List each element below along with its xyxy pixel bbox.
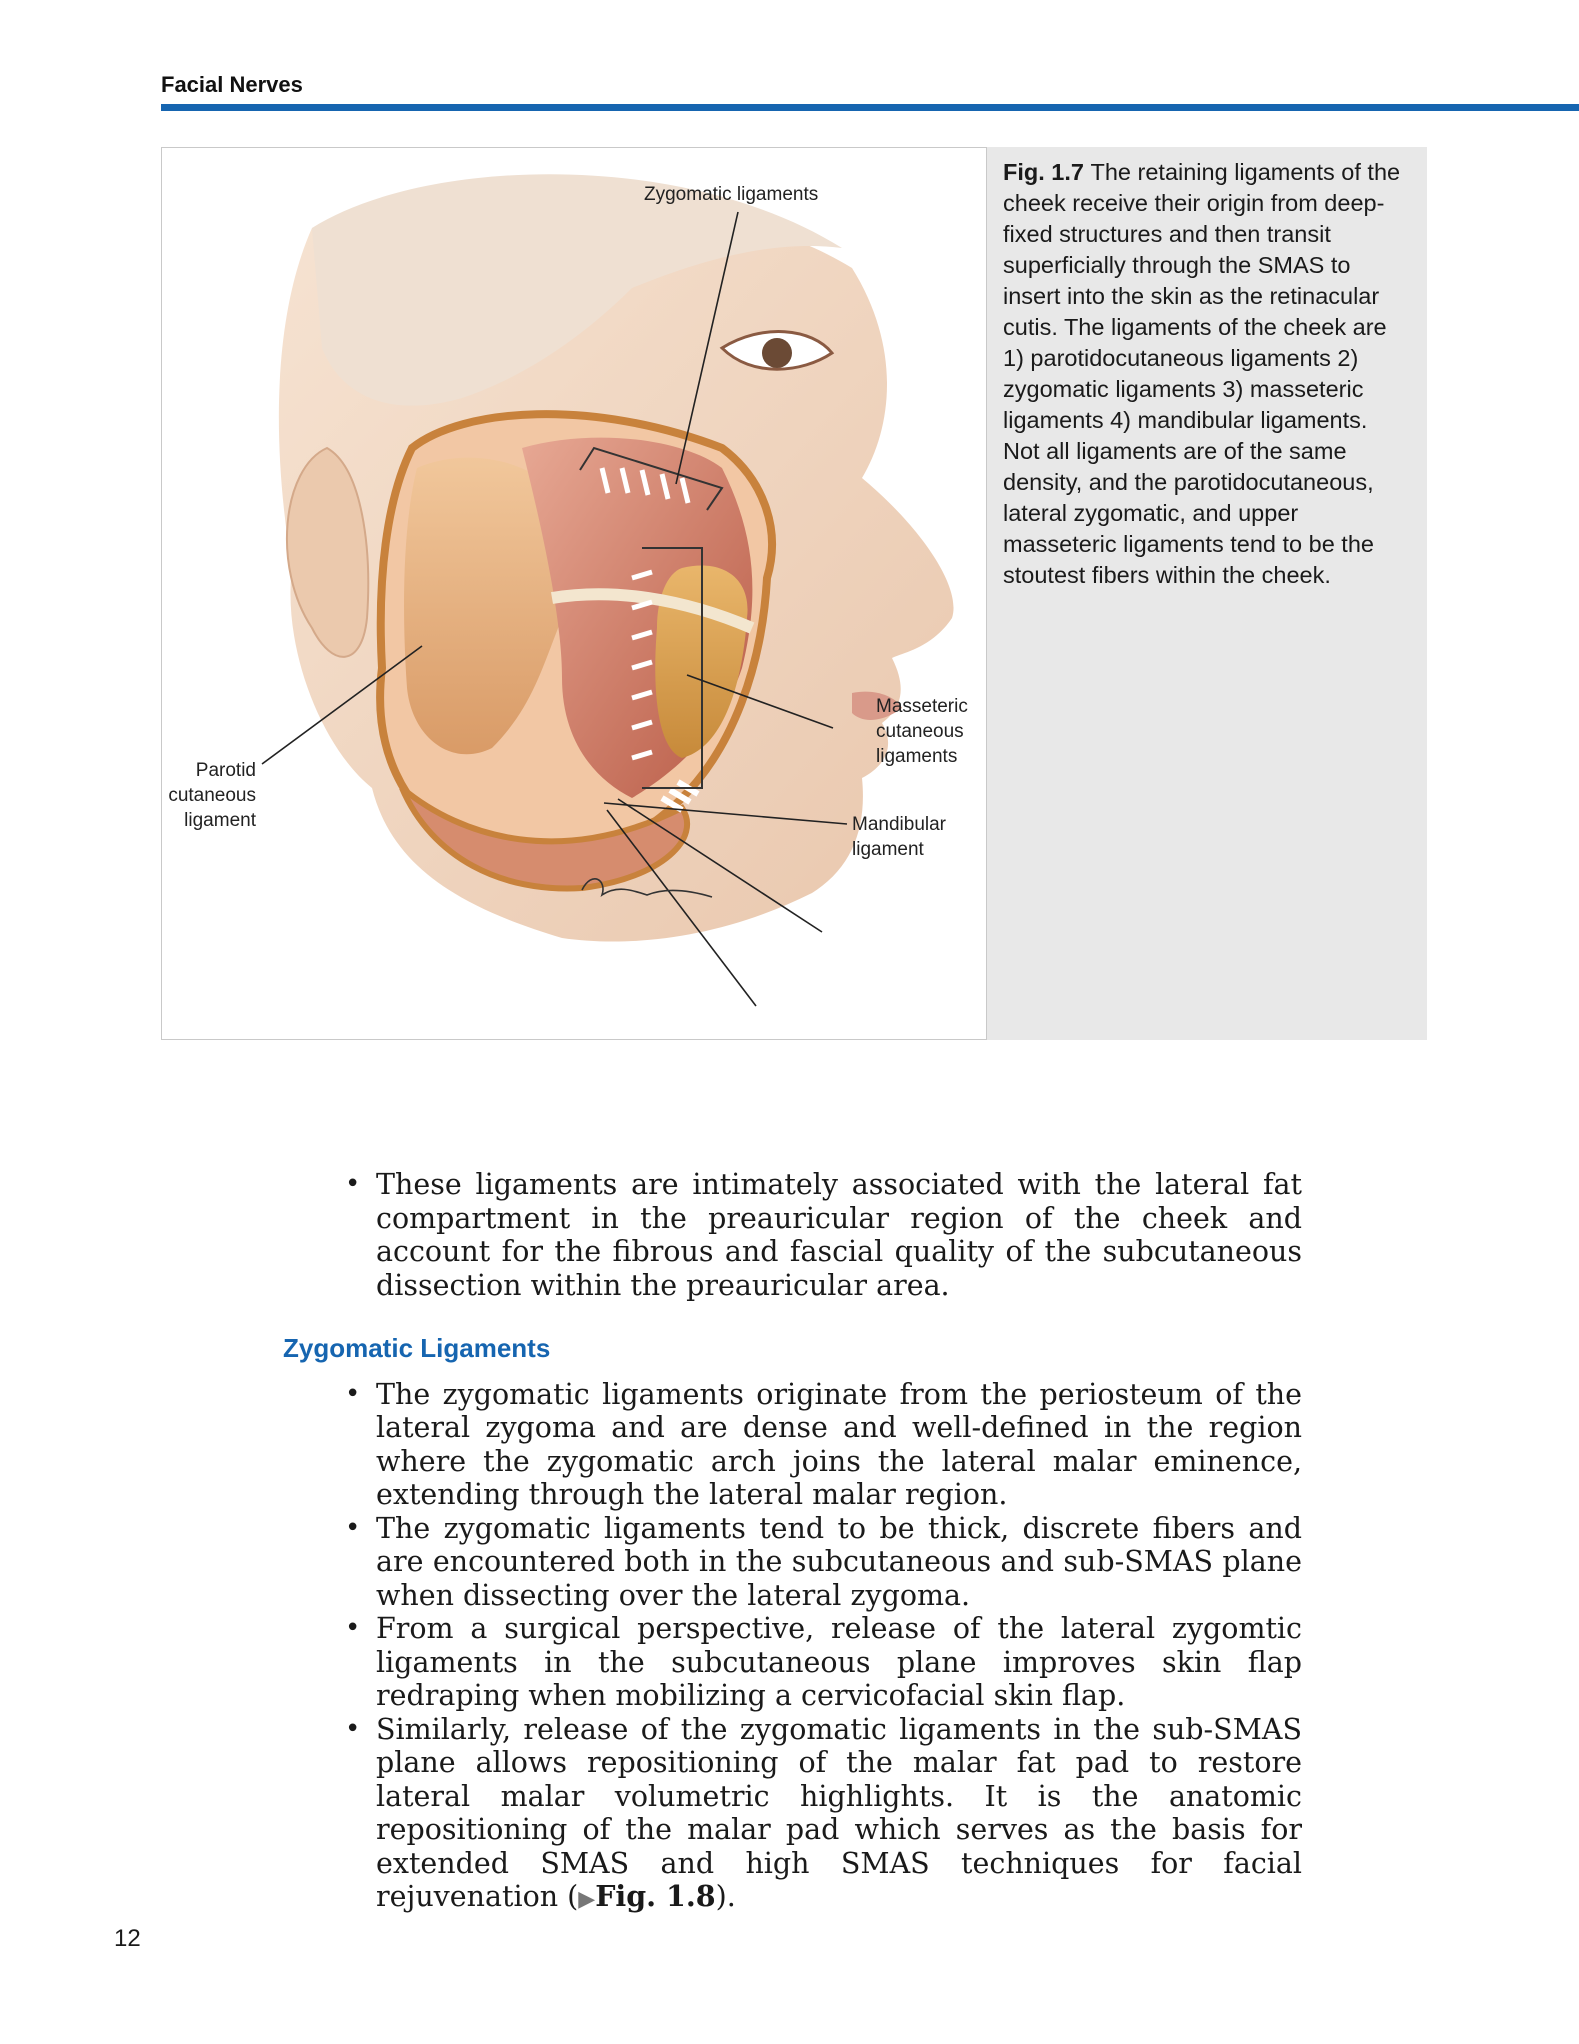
label-line: ligament — [184, 810, 256, 831]
figure-illustration-panel — [161, 147, 987, 1040]
label-line: cutaneous — [168, 785, 256, 806]
list-item: • These ligaments are intimately associated with the lateral fat compartment in the preauricular region of the cheek and account for the fibrous and fascial quality of the subcutaneous dissection within the preauricular area. — [280, 1168, 1302, 1302]
figure-caption — [987, 147, 1427, 1040]
intro-bullet-list — [280, 1168, 1302, 1302]
list-item: • The zygomatic ligaments originate from the periosteum of the lateral zygoma and are dense and well-defined in the region where the zygomatic arch joins the lateral malar eminence, extending through the lateral malar region. — [280, 1378, 1302, 1512]
zygomatic-bullet-list — [280, 1378, 1302, 1917]
list-item — [280, 1713, 1302, 1917]
label-parotid-cutaneous-ligament — [162, 758, 256, 833]
last-bullet-text: Similarly, release of the zygomatic ligaments in the sub-SMAS plane allows repositioning of the malar fat pad to restore lateral malar volumetric highlights. It is the anatomic repositioning of the malar pad which serves as the basis for extended SMAS and high SMAS techniques for facial rejuvenation ( — [376, 1712, 1302, 1913]
label-line: Mandibular — [852, 814, 946, 835]
running-head: Facial Nerves — [161, 72, 303, 97]
label-line: Masseteric — [876, 696, 968, 717]
label-zygomatic-ligaments: Zygomatic ligaments — [644, 184, 819, 205]
xref-arrow-icon: ▶ — [578, 1887, 596, 1912]
figure-cross-reference[interactable]: Fig. 1.8 — [595, 1879, 716, 1913]
closing-paren: ). — [715, 1880, 736, 1913]
figure-label: Fig. 1.7 — [1003, 159, 1084, 185]
section-heading: Zygomatic Ligaments — [283, 1333, 551, 1363]
label-line: ligaments — [876, 746, 958, 767]
page-number: 12 — [114, 1925, 141, 1952]
label-line: cutaneous — [876, 721, 964, 742]
label-line: ligament — [852, 839, 924, 860]
list-item: • The zygomatic ligaments tend to be thick, discrete fibers and are encountered both in the subcutaneous and sub-SMAS plane when dissecting over the lateral zygoma. — [280, 1512, 1302, 1613]
caption-text: The retaining ligaments of the cheek receive their origin from deep-fixed structures and then transit superficially through the SMAS to insert into the skin as the retinacular cutis. The ligaments of the cheek are 1) parotidocutaneous ligaments 2) zygomatic ligaments 3) masseteric ligaments 4) mandibular ligaments. — [1003, 159, 1401, 433]
caption-paragraph — [1003, 157, 1413, 436]
iris — [762, 338, 792, 368]
label-line: Parotid — [195, 760, 256, 781]
caption-text-2: Not all ligaments are of the same density, and the parotidocutaneous, lateral zygomatic, and upper masseteric ligaments tend to be the stoutest fibers within the cheek. — [1003, 438, 1374, 588]
list-item: • From a surgical perspective, release of the lateral zygomtic ligaments in the subcutaneous plane improves skin flap redraping when mobilizing a cervicofacial skin flap. — [280, 1612, 1302, 1713]
facial-anatomy-illustration — [162, 148, 988, 1041]
body-text — [280, 1168, 1302, 1917]
label-mandibular-ligament — [852, 812, 946, 862]
header-rule — [161, 104, 1579, 111]
label-masseteric-cutaneous-ligaments — [876, 694, 968, 769]
